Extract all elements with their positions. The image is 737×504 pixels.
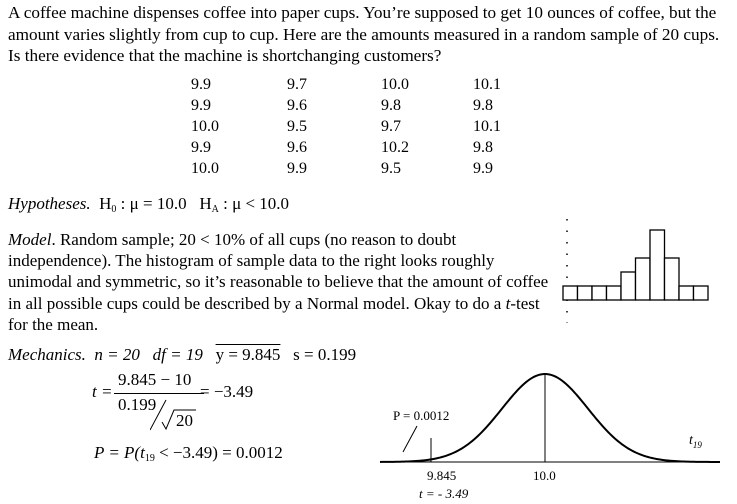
table-cell: 9.9: [191, 97, 211, 114]
data-column-4: [473, 74, 501, 179]
histogram-bar: [665, 258, 680, 300]
histogram-bar: [578, 286, 593, 300]
t-distribution-plot: [375, 368, 725, 504]
data-column-3: [381, 74, 409, 179]
p-value-label: P = 0.0012: [393, 408, 450, 423]
histogram-bar: [636, 258, 651, 300]
table-cell: 9.6: [287, 97, 307, 114]
table-cell: 9.8: [381, 97, 401, 114]
x-label-t-value: t = - 3.49: [419, 486, 469, 501]
model-label: Model: [8, 230, 52, 249]
table-cell: 10.1: [473, 76, 501, 93]
histogram-bar: [650, 230, 665, 300]
model-paragraph: Model. Random sample; 20 < 10% of all cups (no reason to doubt independence). The histogram of sample data to the right looks roughly unimodal and symmetric, so it’s reasonable to believe that the amount of coffee in all possible cups could be described by a Normal model. Okay to do a t-test for the mean.: [8, 230, 549, 334]
histogram-bar: [563, 286, 578, 300]
sample-sd: s = 0.199: [293, 345, 357, 364]
data-column-1: [191, 74, 219, 179]
t-denominator-s: 0.199: [118, 395, 157, 414]
x-label-center: 10.0: [533, 468, 556, 483]
histogram-bar: [592, 286, 607, 300]
alternative-hypothesis: $H_A$ : μ < 10.0: [199, 194, 290, 215]
mechanics-line: [8, 344, 356, 366]
t-numerator: 9.845 − 10: [118, 370, 192, 389]
table-cell: 9.5: [381, 160, 401, 177]
x-label-sample-mean: 9.845: [427, 468, 457, 483]
histogram-bar: [694, 286, 709, 300]
null-hypothesis: $H_0$ : μ = 10.0: [99, 194, 187, 215]
t-result: = −3.49: [200, 382, 254, 401]
hypotheses-line: [8, 193, 289, 221]
data-column-2: [287, 74, 307, 179]
p-pointer-line: [403, 426, 417, 452]
table-cell: 10.0: [191, 118, 219, 135]
distribution-label: $t_{19}$: [689, 433, 702, 450]
table-cell: 10.0: [381, 76, 409, 93]
table-cell: 9.9: [191, 76, 211, 93]
table-cell: 10.1: [473, 118, 501, 135]
histogram-bar: [607, 286, 622, 300]
p-value-line: $P = P(t_{19} < -3.49) = 0.0012$: [94, 443, 283, 464]
problem-statement: A coffee machine dispenses coffee into paper cups. You’re supposed to get 10 ounces of coffee, but the amount varies slightly from cup to cup. Here are the amounts measured in a random sample of 20 cups. Is there evidence that the machine is shortchanging customers?: [8, 3, 720, 65]
sqrt-n: 20: [176, 411, 193, 430]
degrees-of-freedom: df = 19: [152, 345, 203, 364]
table-cell: 9.9: [191, 139, 211, 156]
table-cell: 9.8: [473, 97, 493, 114]
table-cell: 10.2: [381, 139, 409, 156]
table-cell: 9.7: [381, 118, 401, 135]
histogram: [555, 215, 720, 325]
sample-size: n = 20: [94, 345, 140, 364]
histogram-bar: [621, 272, 636, 300]
histogram-bar: [679, 286, 694, 300]
hypotheses-label: Hypotheses.: [8, 194, 91, 213]
fraction-bar: [114, 393, 204, 394]
mechanics-label: Mechanics.: [8, 345, 86, 364]
table-cell: 9.5: [287, 118, 307, 135]
table-cell: 9.9: [287, 160, 307, 177]
table-cell: 9.8: [473, 139, 493, 156]
table-cell: 9.6: [287, 139, 307, 156]
t-label: t =: [92, 382, 113, 401]
table-cell: 9.9: [473, 160, 493, 177]
t-statistic-formula: [92, 370, 292, 432]
table-cell: 9.7: [287, 76, 307, 93]
table-cell: 10.0: [191, 160, 219, 177]
sample-mean: y = 9.845: [215, 345, 281, 364]
